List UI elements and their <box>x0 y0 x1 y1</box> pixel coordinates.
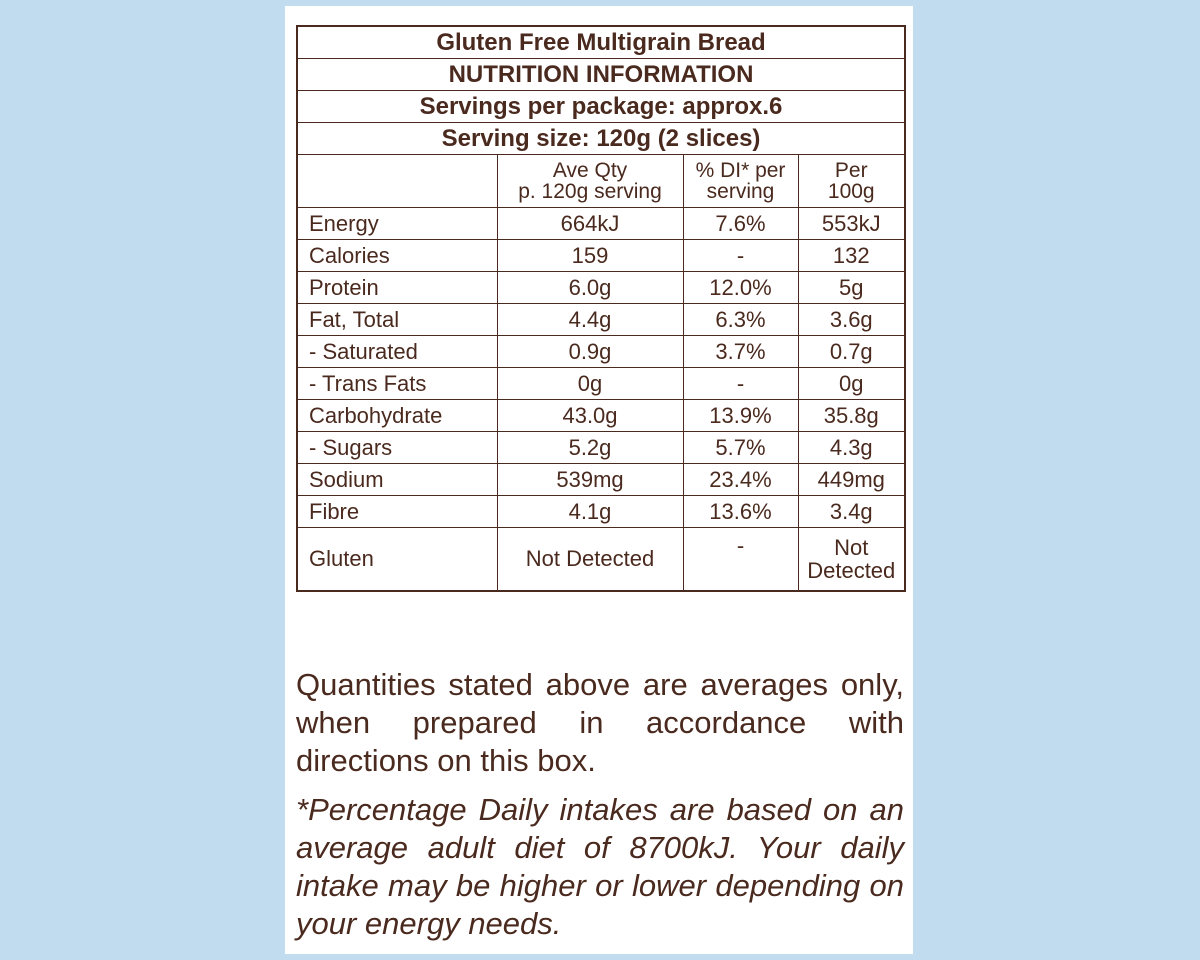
nutrient-name: Gluten <box>297 528 497 592</box>
nutrient-name: Fibre <box>297 496 497 528</box>
per-100g-value: 553kJ <box>798 208 905 240</box>
ave-qty-value: 0.9g <box>497 336 683 368</box>
daily-intake-value: - <box>683 528 798 592</box>
daily-intake-value: 3.7% <box>683 336 798 368</box>
nutrient-row <box>297 496 905 528</box>
ave-qty-value: 5.2g <box>497 432 683 464</box>
ave-qty-value: 6.0g <box>497 272 683 304</box>
per-100g-value: 0g <box>798 368 905 400</box>
per-100g-value: 0.7g <box>798 336 905 368</box>
daily-intake-value: 23.4% <box>683 464 798 496</box>
nutrient-row <box>297 240 905 272</box>
per-100g-value: 449mg <box>798 464 905 496</box>
nutrient-name: Energy <box>297 208 497 240</box>
nutrient-name: - Sugars <box>297 432 497 464</box>
daily-intake-footnote: *Percentage Daily intakes are based on an average adult diet of 8700kJ. Your daily intake may be higher or lower depending on your energy needs. <box>296 792 904 941</box>
ave-qty-value: Not Detected <box>497 528 683 592</box>
nutrient-row <box>297 304 905 336</box>
daily-intake-value: 13.9% <box>683 400 798 432</box>
daily-intake-value: 6.3% <box>683 304 798 336</box>
ave-qty-value: 664kJ <box>497 208 683 240</box>
header-blank <box>297 155 497 208</box>
nutrient-row <box>297 368 905 400</box>
nutrient-row <box>297 208 905 240</box>
nutrient-row-gluten <box>297 528 905 592</box>
header-per100-line2: 100g <box>827 180 875 203</box>
nutrition-table <box>296 25 906 592</box>
nutrient-row <box>297 336 905 368</box>
header-ave-qty-line1: Ave Qty <box>552 159 628 182</box>
per-100g-line2: Detected <box>807 558 896 583</box>
ave-qty-value: 4.4g <box>497 304 683 336</box>
per-100g-value: 3.4g <box>798 496 905 528</box>
daily-intake-value: 12.0% <box>683 272 798 304</box>
nutrient-name: Calories <box>297 240 497 272</box>
nutrient-name: - Trans Fats <box>297 368 497 400</box>
product-name: Gluten Free Multigrain Bread <box>297 26 905 59</box>
daily-intake-value: 7.6% <box>683 208 798 240</box>
ave-qty-value: 43.0g <box>497 400 683 432</box>
per-100g-value: 3.6g <box>798 304 905 336</box>
averages-note: Quantities stated above are averages only, when prepared in accordance with directions on this box. <box>296 667 904 778</box>
per-100g-value: 4.3g <box>798 432 905 464</box>
nutrient-row <box>297 432 905 464</box>
header-per-100g <box>798 155 905 208</box>
daily-intake-value: 13.6% <box>683 496 798 528</box>
daily-intake-value: - <box>683 240 798 272</box>
nutrient-name: Carbohydrate <box>297 400 497 432</box>
ave-qty-value: 539mg <box>497 464 683 496</box>
nutrition-label-panel <box>285 6 913 954</box>
serving-size: Serving size: 120g (2 slices) <box>297 123 905 155</box>
nutrient-row <box>297 464 905 496</box>
servings-per-package: Servings per package: approx.6 <box>297 91 905 123</box>
header-ave-qty <box>497 155 683 208</box>
nutrient-row <box>297 400 905 432</box>
header-per100-line1: Per <box>834 159 868 182</box>
header-ave-qty-line2: p. 120g serving <box>518 180 662 203</box>
nutrient-name: - Saturated <box>297 336 497 368</box>
per-100g-line1: Not <box>834 535 869 560</box>
daily-intake-value: 5.7% <box>683 432 798 464</box>
nutrient-name: Protein <box>297 272 497 304</box>
ave-qty-value: 4.1g <box>497 496 683 528</box>
ave-qty-value: 159 <box>497 240 683 272</box>
per-100g-value <box>798 528 905 592</box>
nutrition-heading: NUTRITION INFORMATION <box>297 59 905 91</box>
nutrient-row <box>297 272 905 304</box>
header-di-line1: % DI* per <box>695 159 786 182</box>
per-100g-value: 35.8g <box>798 400 905 432</box>
header-di-line2: serving <box>706 180 775 203</box>
ave-qty-value: 0g <box>497 368 683 400</box>
header-daily-intake <box>683 155 798 208</box>
nutrient-name: Sodium <box>297 464 497 496</box>
per-100g-value: 132 <box>798 240 905 272</box>
per-100g-value: 5g <box>798 272 905 304</box>
nutrient-name: Fat, Total <box>297 304 497 336</box>
daily-intake-value: - <box>683 368 798 400</box>
